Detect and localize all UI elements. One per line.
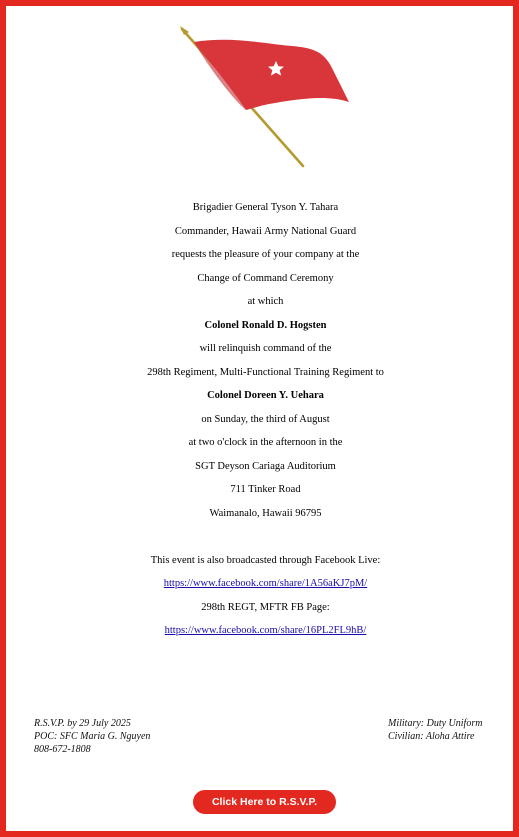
venue-line: SGT Deyson Cariaga Auditorium [195, 460, 336, 472]
unit-line: 298th Regiment, Multi-Functional Training Regiment to [147, 366, 384, 378]
outgoing-commander: Colonel Ronald D. Hogsten [204, 319, 327, 331]
rsvp-deadline: R.S.V.P. by 29 July 2025 [34, 718, 131, 729]
poc-phone: 808-672-1808 [34, 744, 91, 755]
time-line: at two o'clock in the afternoon in the [188, 437, 343, 448]
rsvp-details [34, 717, 150, 756]
attire-details [388, 717, 482, 743]
facebook-live-link[interactable]: https://www.facebook.com/share/1A56aKJ7pM/ [163, 578, 368, 589]
military-attire: Military: Duty Uniform [388, 718, 483, 729]
civilian-attire: Civilian: Aloha Attire [388, 731, 475, 742]
ceremony-name: Change of Command Ceremony [197, 272, 334, 284]
facebook-page-link[interactable]: https://www.facebook.com/share/16PL2FL9hB/ [164, 625, 367, 636]
poc-name: POC: SFC Maria G. Nguyen [34, 731, 151, 742]
fb-page-label: 298th REGT, MFTR FB Page: [201, 601, 330, 613]
host-title: Commander, Hawaii Army National Guard [174, 225, 357, 237]
broadcast-intro: This event is also broadcasted through Facebook Live: [150, 554, 381, 566]
general-officer-flag-icon [174, 22, 359, 172]
address-street: 711 Tinker Road [230, 484, 301, 495]
rsvp-button[interactable]: Click Here to R.S.V.P. [193, 790, 336, 814]
invitation-body [6, 196, 519, 643]
incoming-commander: Colonel Doreen Y. Uehara [207, 390, 324, 401]
request-line: requests the pleasure of your company at the [171, 249, 360, 260]
host-name: Brigadier General Tyson Y. Tahara [192, 202, 339, 213]
spacer [6, 525, 519, 549]
relinquish-line: will relinquish command of the [199, 343, 332, 354]
date-line: on Sunday, the third of August [201, 413, 330, 425]
address-city: Waimanalo, Hawaii 96795 [209, 507, 322, 519]
at-which-line: at which [247, 296, 284, 307]
